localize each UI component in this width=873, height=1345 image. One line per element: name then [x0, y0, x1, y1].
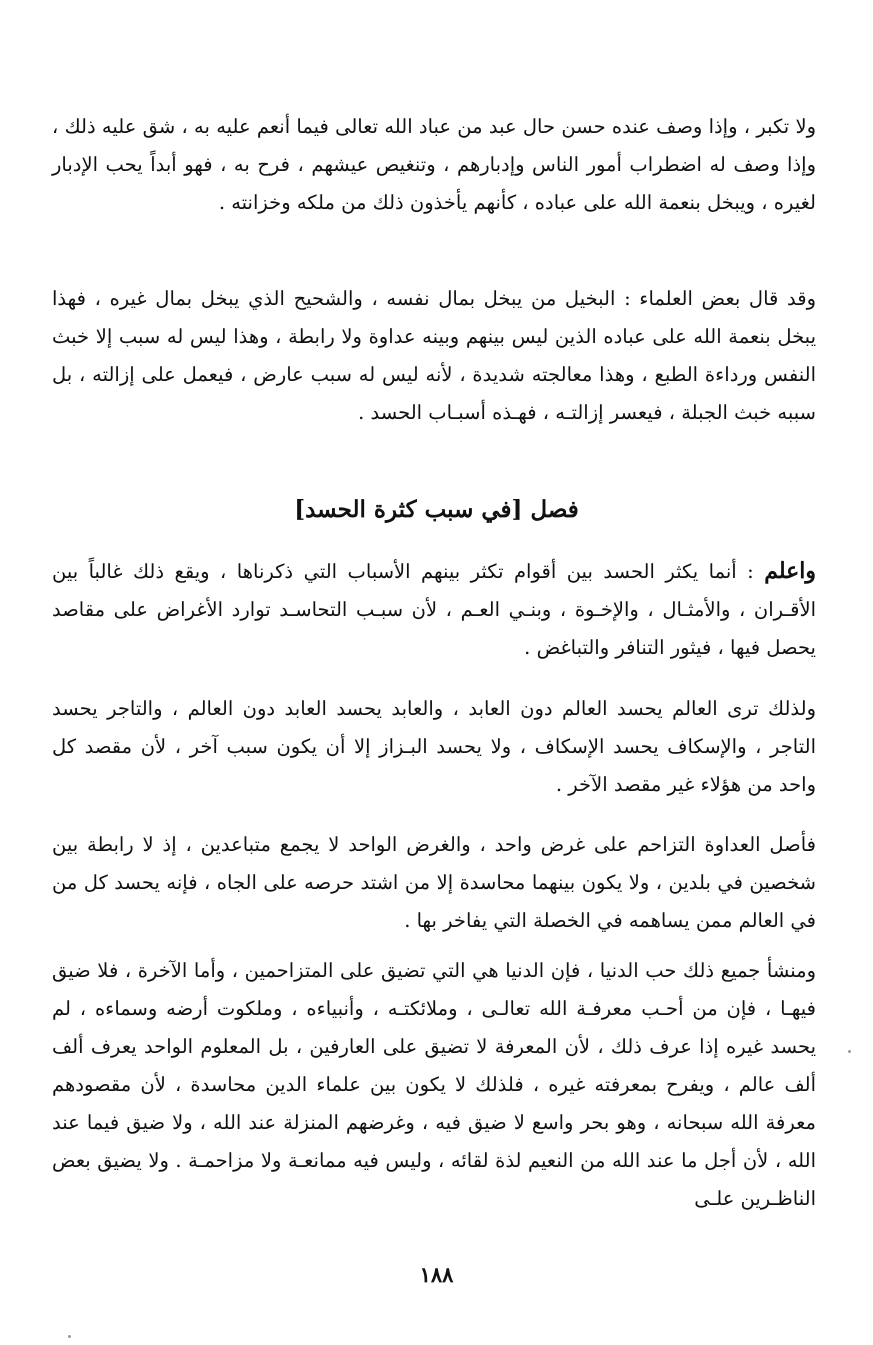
paragraph-2: وقد قال بعض العلماء : البخيل من يبخل بمال نفسه ، والشحيح الذي يبخل بمال غيره ، فهذا يبخل بنعمة الله على عباده الذين ليس بينهم وبينه عداوة ولا رابطة ، وهذا ليس له سبب إلا خبث النفس ورداءة الطبع ، وهذا معالجته شديدة ، لأنه ليس له سبب عارض ، فيعمل على إزالته ، بل سببه خبث الجبلة ، فيعسر إزالتـه ، فهـذه أسبـاب الحسد .	[52, 287, 816, 424]
scan-speck	[68, 1335, 71, 1338]
scan-speck	[848, 1050, 851, 1053]
section-paragraph-3: فأصل العداوة التزاحم على غرض واحد ، والغرض الواحد لا يجمع متباعدين ، إذ لا رابطة بين شخصين في بلدين ، ولا يكون بينهما محاسدة إلا من اشتد حرصه على الجاه ، فإنه يحسد كل من في العالم ممن يساهمه في الخصلة التي يفاخر بها .	[52, 833, 816, 932]
page-number: ١٨٨	[419, 1262, 454, 1287]
lead-word: واعلم	[764, 558, 816, 584]
section-heading: فصل [في سبب كثرة الحسد]	[294, 496, 579, 523]
section-paragraph-2: ولذلك ترى العالم يحسد العالم دون العابد ، والعابد يحسد العابد دون العالم ، والتاجر يحسد التاجر ، والإسكاف يحسد الإسكاف ، ولا يحسد البـزاز إلا أن يكون سبب آخر ، لأن مقصد كل واحد من هؤلاء غير مقصد الآخر .	[52, 697, 816, 796]
section-paragraph-1	[52, 552, 816, 667]
paragraph-1: ولا تكبر ، وإذا وصف عنده حسن حال عبد من عباد الله تعالى فيما أنعم عليه به ، شق عليه ذلك ، وإذا وصف له اضطراب أمور الناس وإدبارهم ، وتنغيص عيشهم ، فرح به ، فهو أبداً يحب الإدبار لغيره ، ويبخل بنعمة الله على عباده ، كأنهم يأخذون ذلك من ملكه وخزانته .	[52, 115, 816, 214]
section-paragraph-1-text: : أنما يكثر الحسد بين أقوام تكثر بينهم الأسباب التي ذكرناها ، ويقع ذلك غالباً بين الأقـران ، والأمثـال ، والإخـوة ، وبنـي العـم ، لأن سبـب التحاسـد توارد الأغراض على مقاصد يحصل فيها ، فيثور التنافر والتباغض .	[52, 560, 816, 659]
section-paragraph-4: ومنشأ جميع ذلك حب الدنيا ، فإن الدنيا هي التي تضيق على المتزاحمين ، وأما الآخرة ، فلا ضيق فيهـا ، فإن من أحـب معرفـة الله تعالـى ، وملائكتـه ، وأنبياءه ، وملكوت أرضه وسماءه ، لم يحسد غيره إذا عرف ذلك ، لأن المعرفة لا تضيق على العارفين ، بل المعلوم الواحد يعرف ألف ألف عالم ، ويفرح بمعرفته غيره ، فلذلك لا يكون بين علماء الدين محاسدة ، لأن مقصودهم معرفة الله سبحانه ، وهو بحر واسع لا ضيق فيه ، وغرضهم المنزلة عند الله ، ولا ضيق فيما عند الله ، لأن أجل ما عند الله من النعيم لذة لقائه ، وليس فيه ممانعـة ولا مزاحمـة . ولا يضيق بعض الناظـرين علـى	[52, 959, 816, 1210]
